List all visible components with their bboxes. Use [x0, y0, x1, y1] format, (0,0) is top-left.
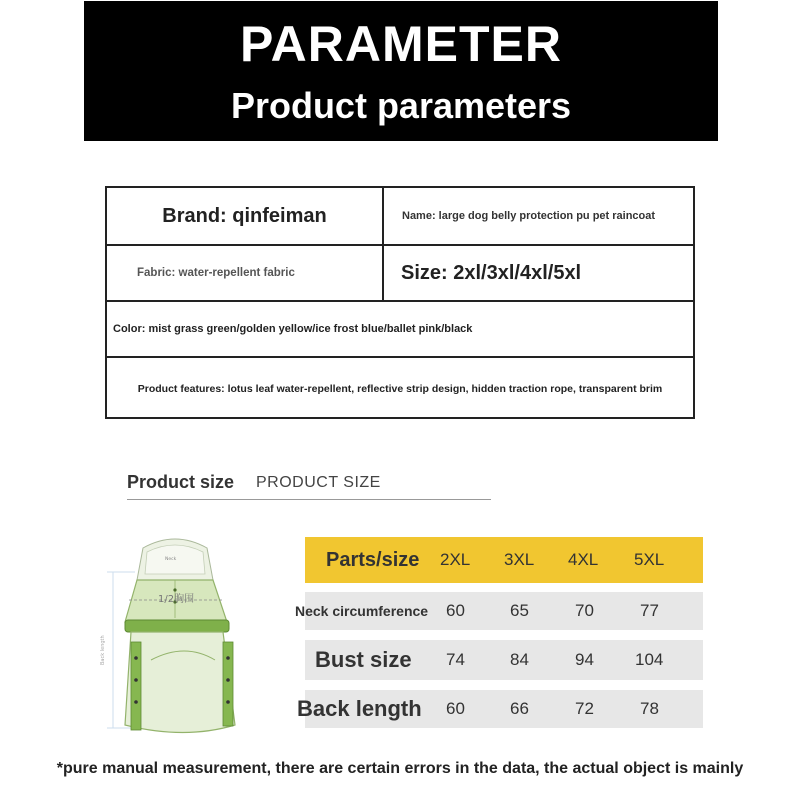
parameter-banner	[84, 1, 718, 141]
size-3xl: 3XL	[504, 550, 535, 569]
brand-text: Brand: qinfeiman	[162, 204, 327, 227]
neck-3xl: 65	[510, 601, 529, 620]
bust-measure-label: 1/2胸围	[158, 594, 195, 605]
size-text: Size: 2xl/3xl/4xl/5xl	[401, 261, 582, 284]
bust-5xl: 104	[635, 650, 664, 669]
product-size-divider	[127, 499, 491, 500]
size-table-header	[305, 537, 703, 583]
parts-size-label: Parts/size	[326, 548, 420, 571]
back-2xl: 60	[446, 699, 465, 718]
product-size-subtitle: PRODUCT SIZE	[256, 474, 381, 491]
product-size-title: Product size	[127, 472, 235, 492]
bust-2xl: 74	[446, 650, 465, 669]
back-4xl: 72	[575, 699, 594, 718]
bust-4xl: 94	[575, 650, 594, 669]
neck-circumference-label: Neck circumference	[295, 603, 429, 619]
banner-subtitle: Product parameters	[230, 85, 572, 126]
size-4xl: 4XL	[568, 550, 599, 569]
back-5xl: 78	[640, 699, 659, 718]
collar-label: Neck	[165, 557, 177, 562]
parameters-table	[105, 186, 695, 419]
bust-size-label: Bust size	[315, 647, 412, 672]
params-row-color	[107, 302, 693, 358]
measurement-disclaimer: *pure manual measurement, there are certain errors in the data, the actual object is mainly	[56, 760, 744, 777]
back-length-label: Back length	[297, 696, 422, 721]
banner-title: PARAMETER	[240, 16, 562, 72]
color-text: Color: mist grass green/golden yellow/ice frost blue/ballet pink/black	[113, 323, 473, 335]
neck-5xl: 77	[640, 601, 659, 620]
svg-text:Back length: Back length	[100, 635, 106, 665]
features-text: Product features: lotus leaf water-repellent, reflective strip design, hidden traction rope, transparent brim	[137, 382, 663, 395]
fabric-text: Fabric: water-repellent fabric	[137, 267, 295, 279]
bust-3xl: 84	[510, 650, 529, 669]
size-2xl: 2XL	[440, 550, 471, 569]
size-table-row-neck	[295, 592, 703, 630]
params-row-features	[107, 358, 693, 419]
raincoat-illustration	[95, 530, 260, 740]
params-row-fabric-size	[107, 246, 693, 302]
neck-4xl: 70	[575, 601, 594, 620]
size-5xl: 5XL	[634, 550, 665, 569]
neck-2xl: 60	[446, 601, 465, 620]
back-3xl: 66	[510, 699, 529, 718]
name-text: Name: large dog belly protection pu pet raincoat	[402, 210, 656, 222]
params-row-brand-name	[107, 188, 693, 246]
size-table-row-back	[297, 690, 703, 728]
size-table-row-bust	[305, 640, 703, 680]
